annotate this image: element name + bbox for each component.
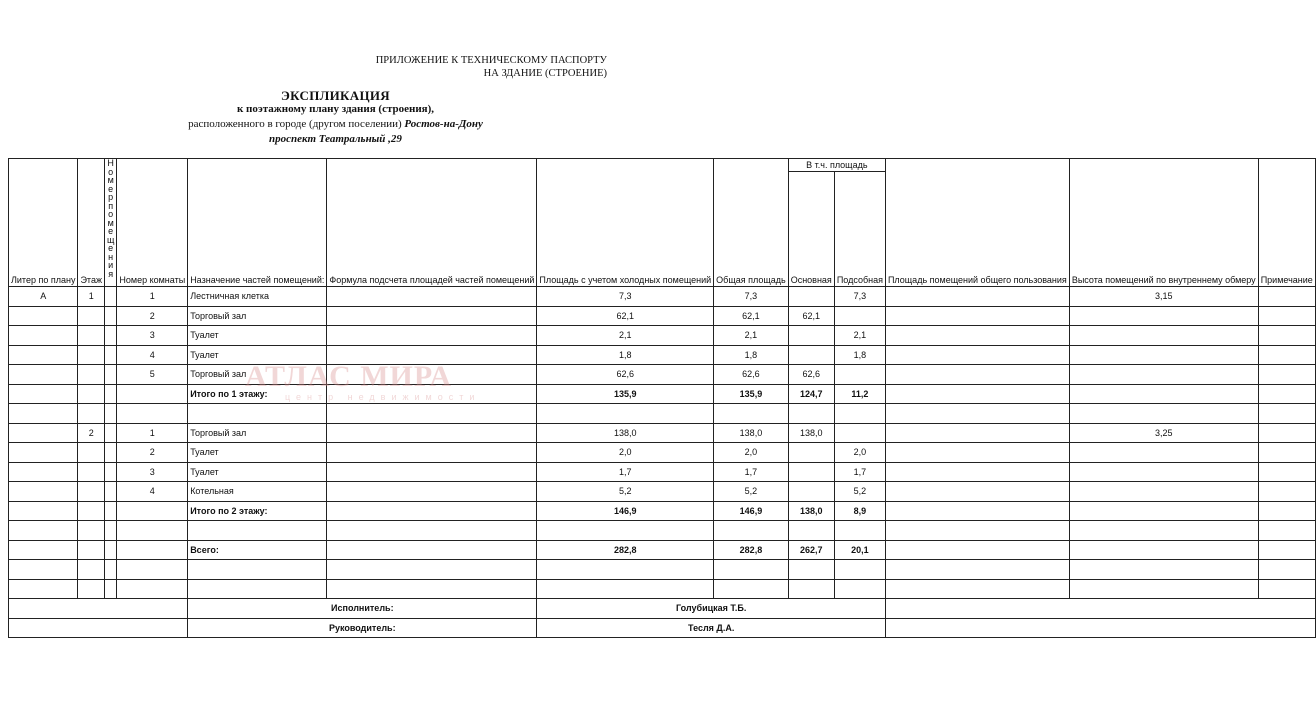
signature-row [9, 618, 1316, 638]
cell-floor [78, 443, 105, 463]
cell-empty [327, 345, 537, 365]
cell-main [788, 482, 834, 502]
cell-height [1069, 404, 1258, 424]
cell-empty [1258, 501, 1315, 521]
cell-empty [1258, 560, 1315, 580]
cell-total [714, 579, 789, 599]
cell-empty [104, 462, 116, 482]
cell-empty [885, 306, 1069, 326]
cell-cold: 282,8 [537, 540, 714, 560]
cell-floor [78, 579, 105, 599]
cell-name [188, 560, 327, 580]
cell-height [1069, 462, 1258, 482]
appendix-line-1: ПРИЛОЖЕНИЕ К ТЕХНИЧЕСКОМУ ПАСПОРТУ [375, 55, 607, 66]
appendix-header [327, 54, 607, 80]
cell-empty [327, 462, 537, 482]
cell-empty [1258, 306, 1315, 326]
cell-floor [78, 306, 105, 326]
cell-empty [327, 423, 537, 443]
table-row [9, 540, 1316, 560]
cell-empty [1258, 365, 1315, 385]
cell-aux: 20,1 [834, 540, 885, 560]
cell-empty [1258, 345, 1315, 365]
cell-empty [1258, 443, 1315, 463]
cell-aux: 1,8 [834, 345, 885, 365]
cell-floor: 1 [78, 287, 105, 307]
cell-litera: А [9, 287, 78, 307]
cell-total: 7,3 [714, 287, 789, 307]
cell-main [788, 443, 834, 463]
table-row [9, 462, 1316, 482]
table-row [9, 521, 1316, 541]
city-name: Ростов-на-Дону [404, 118, 483, 130]
cell-main: 62,6 [788, 365, 834, 385]
table-row [9, 482, 1316, 502]
cell-name: Итого по 1 этажу: [188, 384, 327, 404]
cell-cold [537, 404, 714, 424]
cell-name: Туалет [188, 345, 327, 365]
cell-room [117, 521, 188, 541]
header-name: Назначение частей помещений: [188, 159, 327, 287]
cell-cold: 135,9 [537, 384, 714, 404]
cell-total: 2,1 [714, 326, 789, 346]
cell-empty [1258, 462, 1315, 482]
cell-room: 2 [117, 306, 188, 326]
head-name: Тесля Д.А. [537, 618, 886, 638]
table-row [9, 306, 1316, 326]
cell-floor [78, 521, 105, 541]
cell-floor [78, 482, 105, 502]
cell-litera [9, 306, 78, 326]
table-row [9, 443, 1316, 463]
cell-floor [78, 404, 105, 424]
cell-litera [9, 540, 78, 560]
cell-empty [1258, 287, 1315, 307]
header-aux: Подсобная [834, 172, 885, 287]
cell-empty [327, 540, 537, 560]
cell-room [117, 560, 188, 580]
cell-aux [834, 560, 885, 580]
cell-empty [327, 443, 537, 463]
cell-name: Туалет [188, 443, 327, 463]
cell-empty [885, 365, 1069, 385]
location-prefix: расположенного в городе (другом поселении) [188, 118, 402, 130]
cell-height [1069, 540, 1258, 560]
cell-aux [834, 365, 885, 385]
cell-main: 138,0 [788, 501, 834, 521]
cell-litera [9, 521, 78, 541]
cell-floor [78, 345, 105, 365]
cell-height [1069, 501, 1258, 521]
cell-litera [9, 365, 78, 385]
appendix-line-2: НА ЗДАНИЕ (СТРОЕНИЕ) [483, 68, 607, 79]
cell-aux: 8,9 [834, 501, 885, 521]
cell-height [1069, 365, 1258, 385]
cell-room: 3 [117, 462, 188, 482]
header-main: Основная [788, 172, 834, 287]
cell-name: Итого по 2 этажу: [188, 501, 327, 521]
cell-litera [9, 423, 78, 443]
cell-empty [885, 521, 1069, 541]
location-line [0, 118, 671, 130]
cell-total: 138,0 [714, 423, 789, 443]
cell-room: 3 [117, 326, 188, 346]
signature-row [9, 599, 1316, 619]
cell-litera [9, 462, 78, 482]
cell-empty [885, 287, 1069, 307]
cell-empty [327, 560, 537, 580]
cell-empty [104, 345, 116, 365]
cell-main: 262,7 [788, 540, 834, 560]
table-row [9, 404, 1316, 424]
cell-total: 5,2 [714, 482, 789, 502]
cell-name: Туалет [188, 326, 327, 346]
cell-empty [9, 618, 188, 638]
cell-empty [885, 540, 1069, 560]
cell-height: 3,15 [1069, 287, 1258, 307]
cell-name: Всего: [188, 540, 327, 560]
cell-cold [537, 521, 714, 541]
header-floor: Этаж [78, 159, 105, 287]
watermark-main: АТЛАС МИРА [245, 360, 453, 393]
cell-empty [885, 462, 1069, 482]
cell-empty [885, 560, 1069, 580]
cell-height [1069, 560, 1258, 580]
cell-empty [885, 599, 1315, 619]
cell-floor [78, 540, 105, 560]
head-label: Руководитель: [188, 618, 537, 638]
cell-name: Торговый зал [188, 423, 327, 443]
cell-main [788, 287, 834, 307]
cell-empty [1258, 579, 1315, 599]
cell-total: 62,1 [714, 306, 789, 326]
cell-litera [9, 345, 78, 365]
header-area-cold: Площадь с учетом холодных помещений [537, 159, 714, 287]
header-note: Примечание [1258, 159, 1315, 287]
cell-aux [834, 521, 885, 541]
cell-main [788, 521, 834, 541]
cell-empty [885, 384, 1069, 404]
cell-aux: 1,7 [834, 462, 885, 482]
cell-empty [104, 326, 116, 346]
cell-floor [78, 560, 105, 580]
cell-cold: 7,3 [537, 287, 714, 307]
address-line: проспект Театральный ,29 [269, 133, 402, 145]
cell-floor [78, 501, 105, 521]
cell-empty [104, 423, 116, 443]
cell-total [714, 521, 789, 541]
cell-empty [885, 482, 1069, 502]
table-row [9, 365, 1316, 385]
cell-aux: 11,2 [834, 384, 885, 404]
cell-empty [885, 579, 1069, 599]
cell-name: Туалет [188, 462, 327, 482]
cell-empty [885, 501, 1069, 521]
cell-total: 2,0 [714, 443, 789, 463]
cell-cold: 146,9 [537, 501, 714, 521]
cell-main [788, 579, 834, 599]
cell-cold: 62,6 [537, 365, 714, 385]
cell-aux [834, 423, 885, 443]
cell-height: 3,25 [1069, 423, 1258, 443]
cell-aux: 2,0 [834, 443, 885, 463]
cell-litera [9, 560, 78, 580]
cell-cold: 1,7 [537, 462, 714, 482]
cell-aux [834, 306, 885, 326]
header-common: Площадь помещений общего пользования [885, 159, 1069, 287]
cell-empty [885, 618, 1315, 638]
table-row [9, 579, 1316, 599]
cell-main: 138,0 [788, 423, 834, 443]
cell-room [117, 579, 188, 599]
cell-empty [9, 599, 188, 619]
cell-empty [327, 579, 537, 599]
cell-height [1069, 326, 1258, 346]
cell-main [788, 560, 834, 580]
header-room-number-vertical [104, 159, 116, 287]
cell-name [188, 521, 327, 541]
table-row [9, 560, 1316, 580]
cell-empty [327, 404, 537, 424]
cell-height [1069, 443, 1258, 463]
cell-empty [104, 501, 116, 521]
cell-total: 282,8 [714, 540, 789, 560]
cell-aux: 5,2 [834, 482, 885, 502]
cell-name: Торговый зал [188, 365, 327, 385]
cell-empty [1258, 482, 1315, 502]
cell-litera [9, 482, 78, 502]
cell-room: 5 [117, 365, 188, 385]
cell-empty [885, 326, 1069, 346]
cell-room [117, 540, 188, 560]
cell-cold [537, 579, 714, 599]
cell-empty [885, 423, 1069, 443]
cell-empty [327, 326, 537, 346]
cell-cold: 138,0 [537, 423, 714, 443]
cell-empty [1258, 404, 1315, 424]
cell-total [714, 560, 789, 580]
cell-empty [1258, 423, 1315, 443]
cell-empty [104, 579, 116, 599]
cell-room [117, 384, 188, 404]
cell-name: Котельная [188, 482, 327, 502]
cell-empty [327, 287, 537, 307]
cell-empty [327, 521, 537, 541]
cell-empty [104, 560, 116, 580]
cell-height [1069, 579, 1258, 599]
cell-empty [104, 306, 116, 326]
cell-height [1069, 384, 1258, 404]
cell-cold: 62,1 [537, 306, 714, 326]
cell-height [1069, 306, 1258, 326]
cell-empty [1258, 384, 1315, 404]
cell-name [188, 579, 327, 599]
cell-total: 146,9 [714, 501, 789, 521]
header-height: Высота помещений по внутреннему обмеру [1069, 159, 1258, 287]
cell-aux: 7,3 [834, 287, 885, 307]
cell-cold [537, 560, 714, 580]
cell-empty [327, 365, 537, 385]
cell-total [714, 404, 789, 424]
cell-main [788, 326, 834, 346]
cell-room: 1 [117, 423, 188, 443]
cell-empty [104, 482, 116, 502]
cell-empty [104, 443, 116, 463]
cell-empty [327, 384, 537, 404]
cell-empty [104, 404, 116, 424]
cell-room: 2 [117, 443, 188, 463]
cell-main [788, 462, 834, 482]
cell-room: 4 [117, 482, 188, 502]
cell-room: 4 [117, 345, 188, 365]
cell-empty [1258, 521, 1315, 541]
cell-total: 1,7 [714, 462, 789, 482]
header-incl: В т.ч. площадь [788, 159, 885, 172]
cell-aux [834, 404, 885, 424]
header-room: Номер комнаты [117, 159, 188, 287]
cell-aux: 2,1 [834, 326, 885, 346]
cell-empty [104, 365, 116, 385]
cell-empty [327, 482, 537, 502]
cell-main: 124,7 [788, 384, 834, 404]
cell-floor [78, 365, 105, 385]
cell-empty [885, 443, 1069, 463]
cell-aux [834, 579, 885, 599]
cell-empty [885, 345, 1069, 365]
cell-height [1069, 482, 1258, 502]
cell-height [1069, 345, 1258, 365]
cell-empty [1258, 326, 1315, 346]
cell-main [788, 404, 834, 424]
header-total: Общая площадь [714, 159, 789, 287]
cell-empty [104, 540, 116, 560]
header-row-1 [9, 159, 1316, 172]
watermark-sub: центр недвижимости [285, 392, 481, 402]
cell-cold: 2,0 [537, 443, 714, 463]
header-litera: Литер по плану [9, 159, 78, 287]
table-row [9, 423, 1316, 443]
document-subtitle: к поэтажному плану здания (строения), [236, 103, 435, 115]
cell-empty [885, 404, 1069, 424]
document-title: ЭКСПЛИКАЦИЯ [281, 88, 390, 103]
vertical-label: Н о м е р п о м е щ е н и я [106, 158, 115, 279]
cell-floor: 2 [78, 423, 105, 443]
cell-cold: 5,2 [537, 482, 714, 502]
table-row [9, 326, 1316, 346]
cell-name: Торговый зал [188, 306, 327, 326]
cell-empty [104, 287, 116, 307]
table-row [9, 501, 1316, 521]
cell-total: 1,8 [714, 345, 789, 365]
cell-name [188, 404, 327, 424]
executor-name: Голубицкая Т.Б. [537, 599, 886, 619]
cell-litera [9, 384, 78, 404]
cell-floor [78, 326, 105, 346]
executor-label: Исполнитель: [188, 599, 537, 619]
cell-litera [9, 326, 78, 346]
cell-empty [104, 384, 116, 404]
table-row [9, 287, 1316, 307]
cell-main: 62,1 [788, 306, 834, 326]
cell-total: 62,6 [714, 365, 789, 385]
cell-litera [9, 443, 78, 463]
cell-litera [9, 579, 78, 599]
cell-empty [327, 501, 537, 521]
cell-litera [9, 501, 78, 521]
cell-room [117, 404, 188, 424]
cell-cold: 1,8 [537, 345, 714, 365]
cell-litera [9, 404, 78, 424]
header-formula: Формула подсчета площадей частей помещений [327, 159, 537, 287]
cell-empty [1258, 540, 1315, 560]
cell-floor [78, 384, 105, 404]
cell-floor [78, 462, 105, 482]
cell-room [117, 501, 188, 521]
table-row [9, 384, 1316, 404]
cell-main [788, 345, 834, 365]
table-row [9, 345, 1316, 365]
cell-cold: 2,1 [537, 326, 714, 346]
cell-empty [104, 521, 116, 541]
cell-height [1069, 521, 1258, 541]
cell-name: Лестничная клетка [188, 287, 327, 307]
cell-total: 135,9 [714, 384, 789, 404]
cell-room: 1 [117, 287, 188, 307]
explication-table [8, 158, 1316, 638]
cell-empty [327, 306, 537, 326]
